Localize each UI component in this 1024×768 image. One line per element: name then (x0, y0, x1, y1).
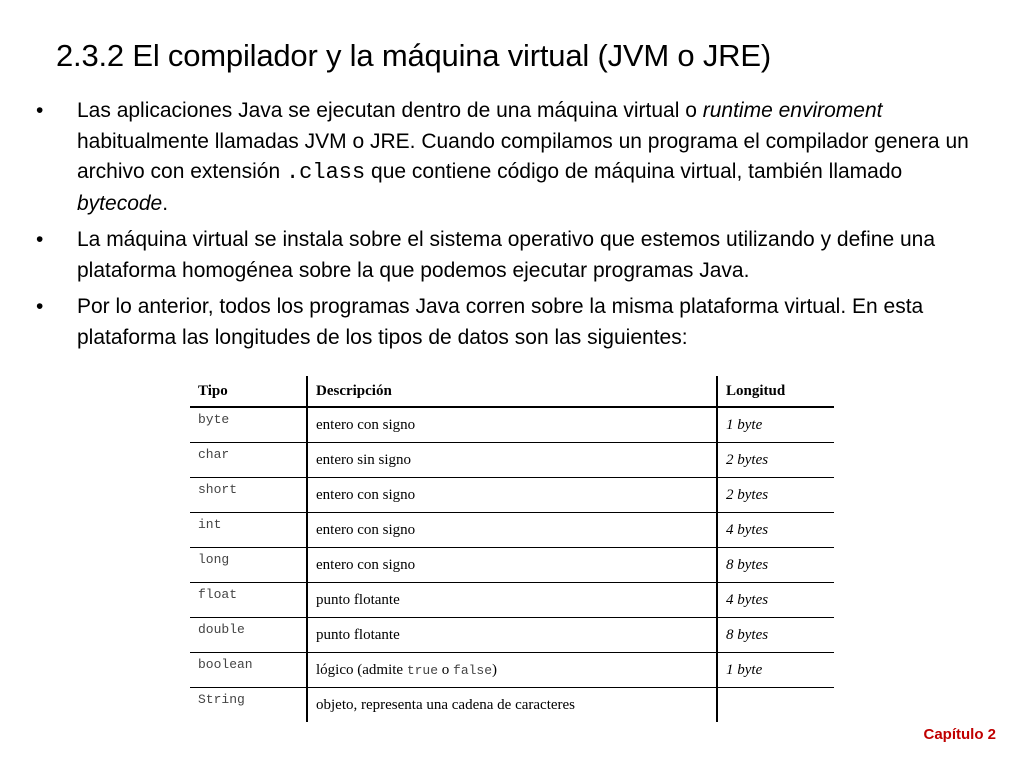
cell-longitud: 2 bytes (717, 443, 834, 478)
cell-tipo: boolean (190, 653, 307, 688)
cell-longitud (717, 688, 834, 723)
table-row (190, 688, 834, 723)
bullet-item (36, 292, 976, 353)
cell-longitud: 1 byte (717, 407, 834, 443)
bullet-item (36, 225, 976, 286)
table-row (190, 443, 834, 478)
header-descripcion: Descripción (307, 376, 717, 407)
header-longitud: Longitud (717, 376, 834, 407)
cell-longitud: 8 bytes (717, 548, 834, 583)
cell-descripcion: entero con signo (307, 548, 717, 583)
cell-descripcion: punto flotante (307, 618, 717, 653)
bullet-item (36, 96, 976, 219)
table-row (190, 407, 834, 443)
bullet-icon: • (36, 99, 44, 122)
cell-descripcion: objeto, representa una cadena de caracteres (307, 688, 717, 723)
code-true: true (406, 662, 439, 678)
cell-tipo: double (190, 618, 307, 653)
table-row (190, 618, 834, 653)
table-row (190, 548, 834, 583)
bullet-icon: • (36, 228, 44, 251)
cell-tipo: String (198, 692, 245, 707)
table-row (190, 583, 834, 618)
bullet-list (36, 96, 976, 359)
cell-tipo: int (190, 513, 307, 548)
bullet-text: Las aplicaciones Java se ejecutan dentro de una máquina virtual o runtime enviroment habitualmente llamadas JVM o JRE. Cuando compilamos un programa el compilador genera un archivo con extensión .class que contiene código de máquina virtual, también llamado bytecode. (77, 99, 969, 215)
cell-descripcion: punto flotante (307, 583, 717, 618)
cell-descripcion: lógico (admite true o false) (307, 653, 717, 688)
cell-tipo: char (190, 443, 307, 478)
cell-descripcion: entero sin signo (307, 443, 717, 478)
cell-tipo: byte (190, 407, 307, 443)
cell-longitud: 2 bytes (717, 478, 834, 513)
cell-tipo: short (190, 478, 307, 513)
cell-tipo: long (190, 548, 307, 583)
table-row (190, 653, 834, 688)
cell-longitud: 1 byte (717, 653, 834, 688)
term-runtime-enviroment: runtime enviroment (702, 99, 883, 122)
table-row (190, 478, 834, 513)
cell-descripcion: entero con signo (307, 478, 717, 513)
cell-longitud: 4 bytes (717, 513, 834, 548)
code-false: false (453, 662, 493, 678)
chapter-footer: Capítulo 2 (923, 726, 996, 743)
table-header-row (190, 376, 834, 407)
cell-longitud: 8 bytes (717, 618, 834, 653)
header-tipo: Tipo (190, 376, 307, 407)
cell-longitud: 4 bytes (717, 583, 834, 618)
cell-descripcion: entero con signo (307, 407, 717, 443)
table-row (190, 513, 834, 548)
data-types-table (190, 376, 834, 722)
bullet-text: La máquina virtual se instala sobre el sistema operativo que estemos utilizando y define una plataforma homogénea sobre la que podemos ejecutar programas Java. (77, 228, 935, 282)
slide-title: 2.3.2 El compilador y la máquina virtual (JVM o JRE) (56, 38, 771, 73)
cell-tipo: float (190, 583, 307, 618)
class-extension-code: .class (285, 160, 366, 185)
cell-descripcion: entero con signo (307, 513, 717, 548)
bullet-icon: • (36, 295, 44, 318)
bullet-text: Por lo anterior, todos los programas Java corren sobre la misma plataforma virtual. En esta plataforma las longitudes de los tipos de datos son las siguientes: (77, 295, 924, 349)
term-bytecode: bytecode (77, 191, 163, 215)
